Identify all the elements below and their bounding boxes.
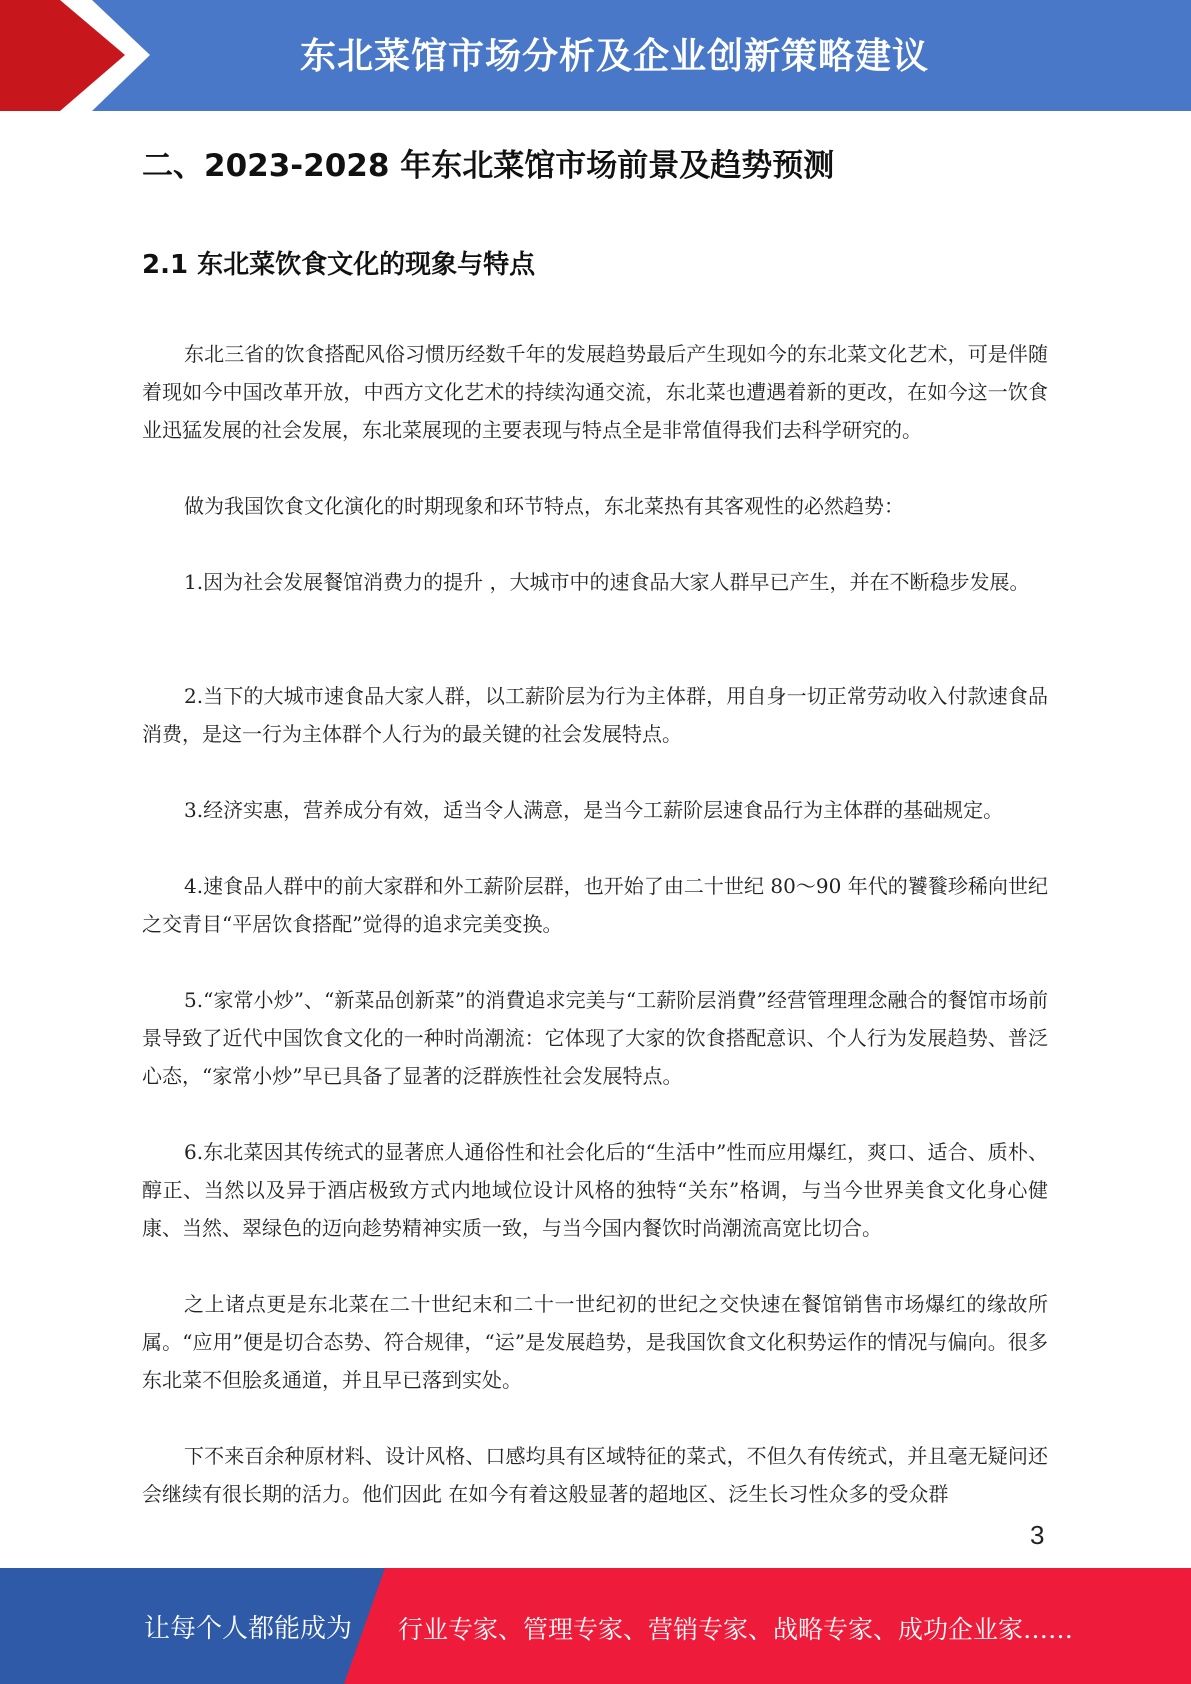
- section-heading: 二、2023-2028 年东北菜馆市场前景及趋势预测: [142, 148, 835, 184]
- paragraph: 之上诸点更是东北菜在二十世纪末和二十一世纪初的世纪之交快速在餐馆销售市场爆红的缘故所属。“应用”便是切合态势、符合规律，“运”是发展趋势，是我国饮食文化积势运作的情况与偏向。很多东北菜不但脍炙通道，并且早已落到实处。: [142, 1292, 1048, 1392]
- paragraph: 3.经济实惠，营养成分有效，适当令人满意，是当今工薪阶层速食品行为主体群的基础规定。: [184, 798, 1004, 822]
- header-title: 东北菜馆市场分析及企业创新策略建议: [300, 36, 930, 77]
- page-number: 3: [1030, 1520, 1045, 1550]
- paragraph: 1.因为社会发展餐馆消费力的提升 ，大城市中的速食品大家人群早已产生，并在不断稳步发展。: [184, 570, 1030, 594]
- footer-banner: [0, 1568, 1191, 1684]
- header-banner: [0, 0, 1191, 111]
- paragraph: 4.速食品人群中的前大家群和外工薪阶层群，也开始了由二十世纪 80～90 年代的饕餮珍稀向世纪之交青目“平居饮食搭配”觉得的追求完美变换。: [142, 874, 1048, 936]
- paragraph: 5.“家常小炒”、“新菜品创新菜”的消費追求完美与“工薪阶层消費”经营管理理念融合的餐馆市场前景导致了近代中国饮食文化的一种时尚潮流：它体现了大家的饮食搭配意识、个人行为发展趋势、普泛心态，“家常小炒”早已具备了显著的泛群族性社会发展特点。: [142, 988, 1048, 1088]
- paragraph: 东北三省的饮食搭配风俗习惯历经数千年的发展趋势最后产生现如今的东北菜文化艺术，可是伴随着现如今中国改革开放，中西方文化艺术的持续沟通交流，东北菜也遭遇着新的更改，在如今这一饮食业迅猛发展的社会发展，东北菜展现的主要表现与特点全是非常值得我们去科学研究的。: [142, 342, 1048, 442]
- paragraph: 6.东北菜因其传统式的显著庶人通俗性和社会化后的“生活中”性而应用爆红，爽口、适合、质朴、醇正、当然以及异于酒店极致方式内地域位设计风格的独特“关东”格调，与当今世界美食文化身心健康、当然、翠绿色的迈向趁势精神实质一致，与当今国内餐饮时尚潮流高宽比切合。: [142, 1140, 1048, 1240]
- paragraph: 下不来百余种原材料、设计风格、口感均具有区域特征的菜式，不但久有传统式，并且毫无疑问还会继续有很长期的活力。他们因此 在如今有着这般显著的超地区、泛生长习性众多的受众群: [142, 1444, 1048, 1506]
- subsection-heading: 2.1 东北菜饮食文化的现象与特点: [142, 250, 536, 280]
- paragraph: 2.当下的大城市速食品大家人群，以工薪阶层为行为主体群，用自身一切正常劳动收入付款速食品消费，是这一行为主体群个人行为的最关键的社会发展特点。: [142, 684, 1048, 746]
- footer-slogan-right: 行业专家、管理专家、营销专家、战略专家、成功企业家……: [398, 1615, 1074, 1644]
- paragraph: 做为我国饮食文化演化的时期现象和环节特点，东北菜热有其客观性的必然趋势：: [184, 494, 904, 518]
- footer-slogan-left: 让每个人都能成为: [144, 1614, 353, 1644]
